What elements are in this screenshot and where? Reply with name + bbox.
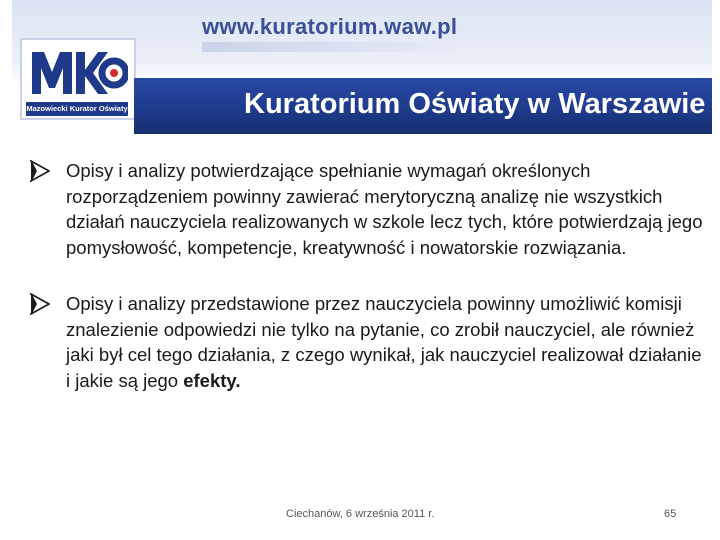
bullet-item (30, 291, 710, 393)
logo (20, 38, 136, 120)
page-title: Kuratorium Oświaty w Warszawie (244, 88, 706, 120)
mko-logo-icon (28, 46, 128, 98)
arrow-bullet-icon (30, 160, 50, 182)
header-banner (12, 0, 712, 138)
bullet-text: Opisy i analizy potwierdzające spełnianie wymagań określonych rozporządzeniem powinny zawierać merytoryczną analizę nie wszystkich działań nauczyciela realizowanych w szkole lecz tych, które potwierdzają jego pomysłowość, kompetencje, kreatywność i nowatorskie rozwiązania. (66, 160, 703, 258)
website-url[interactable]: www.kuratorium.waw.pl (202, 14, 458, 39)
bullet-text (66, 291, 710, 393)
bullet-text-bold: efekty. (183, 369, 241, 391)
footer-location-date: Ciechanów, 6 września 2011 r. (286, 508, 435, 520)
title-bar (134, 78, 712, 134)
slide-content (30, 158, 710, 424)
arrow-bullet-icon (30, 293, 50, 315)
bullet-item (30, 158, 710, 260)
logo-caption: Mazowiecki Kurator Oświaty (26, 102, 128, 116)
url-shadow (202, 42, 462, 52)
bullet-text-plain: Opisy i analizy przedstawione przez nauczyciela powinny umożliwić komisji znalezienie odpowiedzi nie tylko na pytanie, co zrobił nauczyciel, ale również jaki był cel tego działania, z czego wynikał, jak nauczyciel realizował działanie i jakie są jego (66, 293, 702, 391)
page-number: 65 (664, 508, 677, 520)
